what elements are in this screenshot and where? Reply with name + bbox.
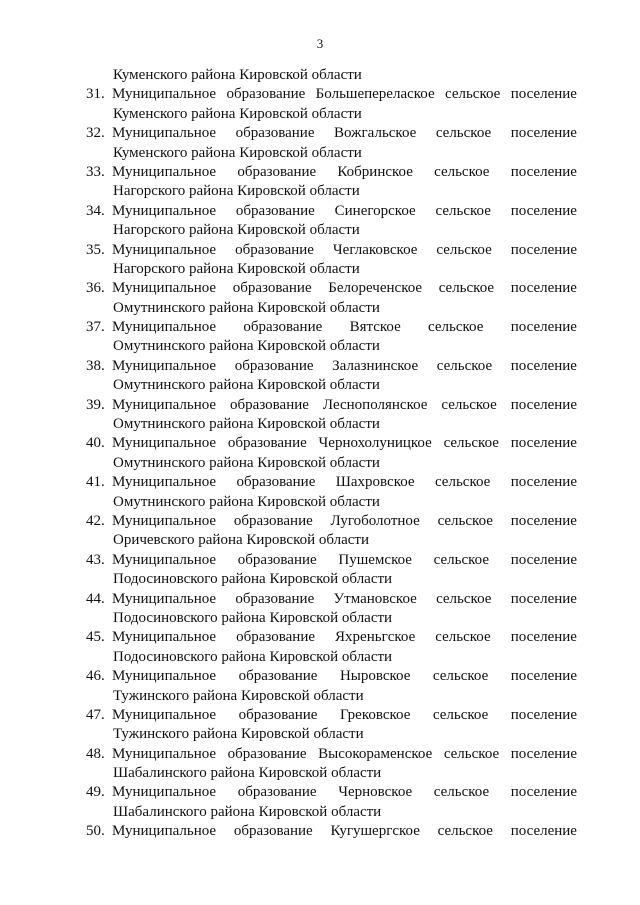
item-word: поселение xyxy=(510,86,577,103)
item-word: образование xyxy=(233,512,313,529)
item-district: Куменского района Кировской области xyxy=(113,105,362,122)
item-number: 31. xyxy=(86,86,105,103)
item-word: образование xyxy=(235,241,314,258)
item-district: Омутнинского района Кировской области xyxy=(113,377,380,394)
item-district: Оричевского района Кировской области xyxy=(113,532,370,549)
item-word: Муниципальное xyxy=(112,396,217,413)
item-number: 33. xyxy=(86,163,105,180)
list-item xyxy=(86,124,577,143)
continuation-line: Куменского района Кировской области xyxy=(113,67,362,83)
item-number: 44. xyxy=(86,590,105,607)
item-word: Большеперелаское xyxy=(315,86,435,103)
item-word: Лугоболотное xyxy=(330,512,420,529)
item-word: сельское xyxy=(434,163,490,180)
item-word: Белореченское xyxy=(328,280,423,297)
item-number: 34. xyxy=(86,202,105,219)
item-word: образование xyxy=(234,357,314,374)
item-word: Утмановское xyxy=(333,590,417,607)
item-word: образование xyxy=(235,125,315,142)
item-word: Леснополянское xyxy=(322,396,428,413)
item-number: 46. xyxy=(86,668,105,685)
item-word: сельское xyxy=(435,629,491,646)
item-word: Синегорское xyxy=(334,202,416,219)
item-word: сельское xyxy=(433,784,490,801)
item-word: Яхреньгское xyxy=(335,629,416,646)
item-word: Муниципальное xyxy=(112,435,217,452)
item-word: образование xyxy=(227,435,307,452)
item-district: Омутнинского района Кировской области xyxy=(113,454,380,471)
item-district: Куменского района Кировской области xyxy=(113,144,362,161)
item-lead xyxy=(86,163,216,182)
item-word: Вожгальское xyxy=(334,125,417,142)
item-district: Подосиновского района Кировской области xyxy=(113,571,393,588)
item-word: Муниципальное xyxy=(112,474,217,491)
item-lead xyxy=(86,241,216,260)
item-lead xyxy=(86,202,216,221)
item-word: сельское xyxy=(438,280,495,297)
item-word: поселение xyxy=(510,163,577,180)
item-word: Пушемское xyxy=(338,551,412,568)
item-word: образование xyxy=(238,706,318,723)
item-word: образование xyxy=(235,590,315,607)
item-number: 41. xyxy=(86,474,105,491)
list-item xyxy=(86,551,577,570)
item-word: поселение xyxy=(510,706,577,723)
item-district: Нагорского района Кировской области xyxy=(113,183,360,200)
list-item xyxy=(86,822,577,841)
item-lead xyxy=(86,318,216,337)
item-lead xyxy=(86,434,216,453)
item-number: 38. xyxy=(86,357,105,374)
item-word: поселение xyxy=(510,435,577,452)
item-lead xyxy=(86,628,216,647)
item-word: поселение xyxy=(510,319,577,336)
item-number: 42. xyxy=(86,512,105,529)
list-item xyxy=(86,396,577,415)
list-item xyxy=(86,590,577,609)
item-district: Подосиновского района Кировской области xyxy=(113,609,393,626)
item-number: 40. xyxy=(86,435,105,452)
item-word: поселение xyxy=(510,396,577,413)
item-word: образование xyxy=(237,551,317,568)
item-word: поселение xyxy=(510,357,577,374)
item-lead xyxy=(86,590,216,609)
item-word: поселение xyxy=(510,745,577,762)
item-word: Муниципальное xyxy=(112,319,217,336)
item-district: Тужинского района Кировской области xyxy=(113,726,364,743)
list-item xyxy=(86,241,577,260)
item-word: образование xyxy=(230,396,309,413)
item-district: Омутнинского района Кировской области xyxy=(113,299,380,316)
list-item xyxy=(86,783,577,802)
item-lead xyxy=(86,667,216,686)
item-number: 49. xyxy=(86,784,105,801)
item-word: образование xyxy=(243,319,323,336)
item-number: 35. xyxy=(86,241,105,258)
item-word: сельское xyxy=(436,357,493,374)
item-word: сельское xyxy=(435,125,492,142)
item-word: сельское xyxy=(432,706,489,723)
item-word: поселение xyxy=(510,474,577,491)
list-item xyxy=(86,202,577,221)
item-lead xyxy=(86,822,216,841)
list-item xyxy=(86,163,577,182)
item-word: сельское xyxy=(436,241,492,258)
item-word: сельское xyxy=(443,745,500,762)
item-word: сельское xyxy=(437,512,493,529)
item-word: образование xyxy=(233,823,313,840)
list-item xyxy=(86,628,577,647)
item-word: Муниципальное xyxy=(112,784,217,801)
item-word: поселение xyxy=(510,241,577,258)
item-number: 39. xyxy=(86,396,105,413)
item-district: Омутнинского района Кировской области xyxy=(113,338,380,355)
item-lead xyxy=(86,706,216,725)
item-word: поселение xyxy=(510,668,577,685)
item-word: Муниципальное xyxy=(112,706,217,723)
item-word: поселение xyxy=(510,280,577,297)
item-word: сельское xyxy=(435,202,491,219)
item-word: Грековское xyxy=(339,706,411,723)
item-word: Черновское xyxy=(338,784,413,801)
item-word: Вятское xyxy=(349,319,401,336)
list-item xyxy=(86,512,577,531)
item-word: Муниципальное xyxy=(112,241,217,258)
item-number: 32. xyxy=(86,125,105,142)
item-number: 37. xyxy=(86,319,105,336)
item-word: Муниципальное xyxy=(112,590,217,607)
item-district: Нагорского района Кировской области xyxy=(113,260,360,277)
item-word: образование xyxy=(226,86,306,103)
item-word: Муниципальное xyxy=(112,512,217,529)
item-number: 36. xyxy=(86,280,105,297)
item-word: Муниципальное xyxy=(112,163,217,180)
item-district: Омутнинского района Кировской области xyxy=(113,416,380,433)
item-word: Муниципальное xyxy=(112,551,217,568)
item-word: образование xyxy=(232,280,312,297)
item-word: образование xyxy=(237,784,317,801)
item-district: Омутнинского района Кировской области xyxy=(113,493,380,510)
item-number: 47. xyxy=(86,706,105,723)
list-item xyxy=(86,706,577,725)
settlement-list xyxy=(0,66,640,842)
item-word: Муниципальное xyxy=(112,280,217,297)
item-lead xyxy=(86,745,216,764)
item-district: Шабалинского района Кировской области xyxy=(113,765,382,782)
item-word: сельское xyxy=(437,823,493,840)
item-word: поселение xyxy=(510,125,577,142)
item-district: Подосиновского района Кировской области xyxy=(113,648,393,665)
item-word: Ныровское xyxy=(339,668,411,685)
item-word: Муниципальное xyxy=(112,86,217,103)
list-item xyxy=(86,434,577,453)
item-word: Муниципальное xyxy=(112,629,217,646)
item-word: Муниципальное xyxy=(112,823,217,840)
item-word: поселение xyxy=(510,590,577,607)
item-word: поселение xyxy=(510,823,577,840)
item-word: Муниципальное xyxy=(112,125,217,142)
item-district: Нагорского района Кировской области xyxy=(113,222,360,239)
list-item xyxy=(86,667,577,686)
item-lead xyxy=(86,783,216,802)
item-number: 45. xyxy=(86,629,105,646)
item-word: образование xyxy=(236,474,316,491)
item-lead xyxy=(86,124,216,143)
item-word: Залазнинское xyxy=(332,357,419,374)
item-word: образование xyxy=(235,202,315,219)
item-word: поселение xyxy=(510,784,577,801)
item-word: сельское xyxy=(436,590,492,607)
list-item xyxy=(86,473,577,492)
item-lead xyxy=(86,396,216,415)
item-lead xyxy=(86,512,216,531)
item-word: Муниципальное xyxy=(112,357,217,374)
item-word: поселение xyxy=(510,551,577,568)
list-item xyxy=(86,318,577,337)
item-word: сельское xyxy=(443,435,499,452)
item-word: поселение xyxy=(510,512,577,529)
item-word: Муниципальное xyxy=(112,745,217,762)
item-word: поселение xyxy=(510,202,577,219)
list-item xyxy=(86,357,577,376)
item-lead xyxy=(86,357,216,376)
item-word: поселение xyxy=(510,629,577,646)
item-number: 48. xyxy=(86,745,105,762)
item-word: Чеглаковское xyxy=(332,241,418,258)
item-district: Шабалинского района Кировской области xyxy=(113,803,382,820)
item-district: Тужинского района Кировской области xyxy=(113,687,364,704)
list-item xyxy=(86,279,577,298)
item-word: Высокораменское xyxy=(318,745,433,762)
item-word: сельское xyxy=(441,396,497,413)
page-number: 3 xyxy=(316,36,324,51)
item-word: образование xyxy=(238,668,318,685)
item-lead xyxy=(86,551,216,570)
item-word: Муниципальное xyxy=(112,202,217,219)
item-word: Муниципальное xyxy=(112,668,217,685)
item-lead xyxy=(86,85,216,104)
item-word: сельское xyxy=(432,668,489,685)
item-word: сельское xyxy=(444,86,501,103)
item-number: 50. xyxy=(86,823,105,840)
item-word: образование xyxy=(227,745,307,762)
item-word: Чернохолуницкое xyxy=(318,435,432,452)
item-word: сельское xyxy=(434,474,491,491)
item-lead xyxy=(86,473,216,492)
item-word: образование xyxy=(236,629,316,646)
item-number: 43. xyxy=(86,551,105,568)
list-item xyxy=(86,745,577,764)
item-word: Кугушергское xyxy=(330,823,420,840)
item-word: сельское xyxy=(428,319,484,336)
item-word: образование xyxy=(237,163,317,180)
item-lead xyxy=(86,279,216,298)
item-word: Шахровское xyxy=(335,474,415,491)
list-item xyxy=(86,85,577,104)
item-word: Кобринское xyxy=(337,163,413,180)
item-word: сельское xyxy=(433,551,490,568)
